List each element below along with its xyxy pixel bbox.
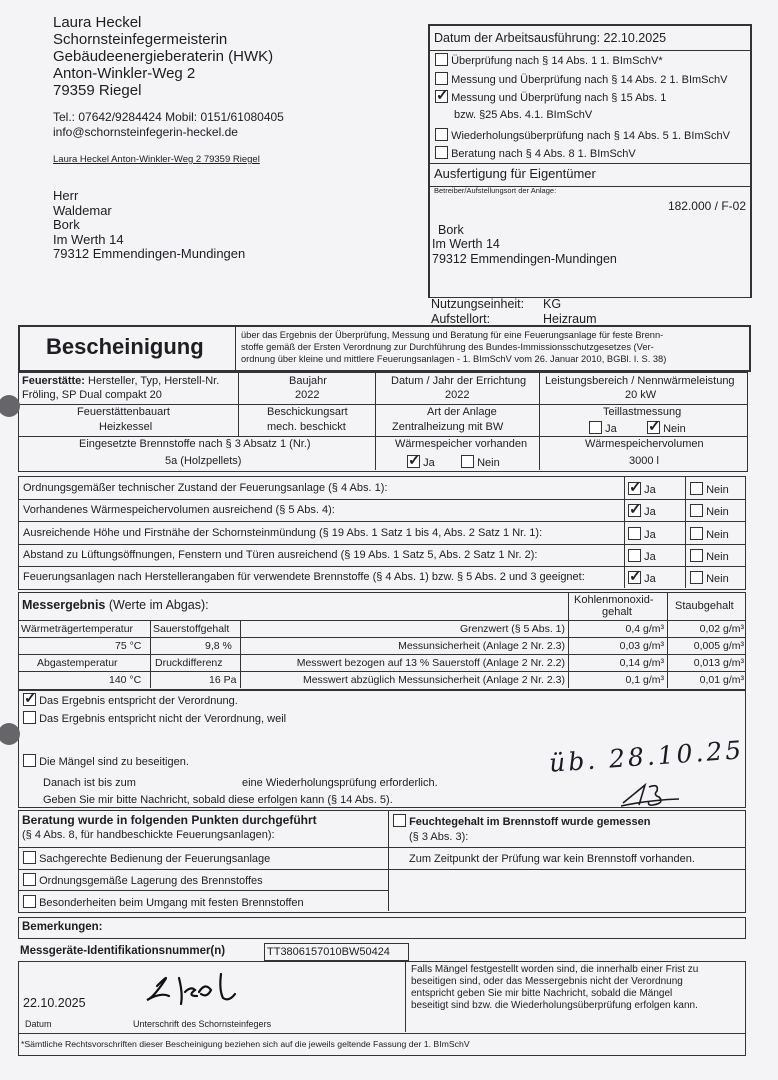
measure-row-co: 0,4 g/m³ xyxy=(625,623,664,635)
waermetraeger-label: Wärmeträgertemperatur xyxy=(21,623,134,635)
checkbox[interactable] xyxy=(435,72,448,85)
measure-row-co: 0,1 g/m³ xyxy=(625,674,664,686)
checkbox[interactable] xyxy=(23,851,36,864)
option-label: Beratung nach § 4 Abs. 8 1. BImSchV xyxy=(451,148,636,160)
moisture-note: Zum Zeitpunkt der Prüfung war kein Brennstoff vorhanden. xyxy=(409,853,695,865)
operator-id: 182.000 / F-02 xyxy=(667,199,746,213)
bauart-label: Feuerstättenbauart xyxy=(77,406,170,418)
operator-street: Im Werth 14 xyxy=(432,237,500,251)
measure-row-dust: 0,01 g/m³ xyxy=(699,674,744,686)
measure-row-co: 0,03 g/m³ xyxy=(619,640,664,652)
measurement-title: Messergebnis (Werte im Abgas): xyxy=(22,598,209,612)
measure-row-dust: 0,013 g/m³ xyxy=(693,657,744,669)
measure-row-co: 0,14 g/m³ xyxy=(619,657,664,669)
until-text-b: eine Wiederholungsprüfung erforderlich. xyxy=(242,777,438,789)
work-date-label: Datum der Arbeitsausführung: 22.10.2025 xyxy=(434,31,667,45)
option-row-4[interactable] xyxy=(435,128,730,143)
brennstoff-value: 5a (Holzpellets) xyxy=(165,455,242,467)
facility-label: Feuerstätte: Hersteller, Typ, Herstell-Nr. xyxy=(22,375,220,387)
check-ja[interactable]: ✓ Ja xyxy=(628,571,656,586)
footer-box xyxy=(18,961,746,1034)
checkbox[interactable] xyxy=(589,421,602,434)
check-nein[interactable]: Nein xyxy=(690,482,729,497)
defects-option[interactable]: Die Mängel sind zu beseitigen. xyxy=(23,754,189,769)
footnote: *Sämtliche Rechtsvorschriften dieser Bescheinigung beziehen sich auf die jeweils geltende Fassung der 1. BImSchV xyxy=(21,1039,470,1049)
baujahr-value: 2022 xyxy=(295,389,320,401)
sender-name: Laura Heckel xyxy=(53,14,142,31)
operator-city: 79312 Emmendingen-Mundingen xyxy=(432,252,617,266)
checkbox[interactable] xyxy=(690,571,703,584)
work-type-box xyxy=(428,50,752,164)
check-ja[interactable]: Ja xyxy=(628,527,656,542)
remarks-label: Bemerkungen: xyxy=(22,921,103,933)
check-label: Vorhandenes Wärmespeichervolumen ausreichend (§ 5 Abs. 4): xyxy=(23,504,335,516)
check-ja[interactable]: ✓ Ja xyxy=(628,482,656,497)
recipient-block xyxy=(53,189,245,262)
checkbox[interactable] xyxy=(461,455,474,468)
sauerstoff-label: Sauerstoffgehalt xyxy=(153,623,230,635)
checkbox-checked[interactable] xyxy=(23,693,36,706)
check-ja[interactable]: ✓ Ja xyxy=(628,504,656,519)
advice-subtitle: (§ 4 Abs. 8, für handbeschickte Feuerungsanlagen): xyxy=(22,829,275,841)
anlage-label: Art der Anlage xyxy=(427,406,497,418)
checkbox[interactable] xyxy=(435,146,448,159)
work-date-box xyxy=(428,24,752,51)
handwritten-note: üb. 28.10.25 xyxy=(548,735,746,778)
advice-title: Beratung wurde in folgenden Punkten durchgeführt xyxy=(22,813,317,827)
sender-qualification: Gebäudeenergieberaterin (HWK) xyxy=(53,48,274,65)
checkbox[interactable] xyxy=(23,895,36,908)
checkbox[interactable] xyxy=(23,873,36,886)
option-continuation: bzw. §25 Abs. 4.1. BImSchV xyxy=(454,109,593,121)
advice-item[interactable]: Sachgerechte Bedienung der Feuerungsanlage xyxy=(23,851,270,866)
operator-label: Betreiber/Aufstellungsort der Anlage: xyxy=(434,186,557,195)
device-label: Messgeräte-Identifikationsnummer(n) xyxy=(20,945,226,957)
abgas-label: Abgastemperatur xyxy=(37,657,118,669)
advice-item[interactable]: Besonderheiten beim Umgang mit festen Brennstoffen xyxy=(23,895,304,910)
moisture-ref: (§ 3 Abs. 3): xyxy=(409,831,469,843)
checkbox[interactable] xyxy=(23,711,36,724)
title-box xyxy=(18,325,751,372)
measurement-section xyxy=(18,592,746,690)
advice-item[interactable]: Ordnungsgemäße Lagerung des Brennstoffes xyxy=(23,873,263,888)
check-label: Ordnungsgemäßer technischer Zustand der Feuerungsanlage (§ 4 Abs. 1): xyxy=(23,482,388,494)
checkbox-checked[interactable] xyxy=(628,482,641,495)
checkbox[interactable] xyxy=(690,527,703,540)
option-row-1[interactable] xyxy=(435,53,663,68)
moisture-option[interactable]: Feuchtegehalt im Brennstoff wurde gemessen xyxy=(393,814,651,829)
checkbox[interactable] xyxy=(628,549,641,562)
footer-note-4: beseitigt sind bzw. die Wiederholungsüberprüfung erfolgen kann. xyxy=(411,1000,698,1011)
option-row-3[interactable] xyxy=(435,90,666,105)
option-label: Überprüfung nach § 14 Abs. 1 1. BImSchV* xyxy=(451,55,663,67)
sender-city: 79359 Riegel xyxy=(53,82,142,99)
sender-street: Anton-Winkler-Weg 2 xyxy=(53,65,196,82)
usage-unit-label: Nutzungseinheit: xyxy=(431,297,525,311)
teillast-ja[interactable]: Ja xyxy=(589,421,617,436)
copy-label-box xyxy=(428,163,752,187)
signature-icon xyxy=(139,968,249,1010)
checkbox-checked[interactable] xyxy=(407,455,420,468)
measure-row-label: Messunsicherheit (Anlage 2 Nr. 2.3) xyxy=(398,640,565,652)
checkbox-checked[interactable] xyxy=(647,421,660,434)
footer-date-value: 22.10.2025 xyxy=(23,996,86,1010)
option-row-2[interactable] xyxy=(435,72,727,87)
measure-row-label: Messwert abzüglich Messunsicherheit (Anlage 2 Nr. 2.3) xyxy=(302,674,565,686)
recipient-city: 79312 Emmendingen-Mundingen xyxy=(53,246,246,261)
brennstoff-label: Eingesetzte Brennstoffe nach § 3 Absatz 1 (Nr.) xyxy=(79,438,311,450)
sender-email: info@schornsteinfegerin-heckel.de xyxy=(53,125,238,139)
result-section xyxy=(18,690,746,808)
abgas-value: 140 °C xyxy=(109,674,142,686)
waermetraeger-value: 75 °C xyxy=(115,640,142,652)
location-label: Aufstellort: xyxy=(431,312,491,326)
checkbox[interactable] xyxy=(435,53,448,66)
recipient-firstname: Waldemar xyxy=(53,202,112,218)
handwritten-initials-icon xyxy=(619,779,689,809)
teillast-nein[interactable]: ✓ Nein xyxy=(647,421,686,436)
operator-box xyxy=(428,186,752,298)
checkbox-checked[interactable] xyxy=(628,504,641,517)
dust-header: Staubgehalt xyxy=(675,600,734,612)
druck-value: 16 Pa xyxy=(209,674,237,686)
title-description-1: über das Ergebnis der Überprüfung, Messung und Beratung für eine Feuerungsanlage für feste Brenn- xyxy=(241,330,664,340)
footer-note-2: beseitigen sind, oder das Messergebnis nicht der Verordnung xyxy=(411,976,683,987)
checkbox[interactable] xyxy=(23,754,36,767)
co-header-1: Kohlenmonoxid- xyxy=(574,594,654,606)
speicher-nein[interactable]: Nein xyxy=(461,455,500,470)
baujahr-label: Baujahr xyxy=(289,375,327,387)
option-label: Messung und Überprüfung nach § 15 Abs. 1 xyxy=(451,92,667,104)
facility-section xyxy=(18,372,748,472)
recipient-street: Im Werth 14 xyxy=(53,231,124,247)
operator-name: Bork xyxy=(438,223,464,237)
device-value: TT3806157010BW50424 xyxy=(267,946,390,958)
bauart-value: Heizkessel xyxy=(99,421,153,433)
page-title: Bescheinigung xyxy=(46,334,204,359)
checkbox[interactable] xyxy=(628,527,641,540)
footer-note-3: entspricht geben Sie mir bitte Nachricht, sobald die Mängel xyxy=(411,988,673,999)
checkbox[interactable] xyxy=(690,504,703,517)
copy-label: Ausfertigung für Eigentümer xyxy=(434,166,596,181)
remarks-box xyxy=(18,917,746,939)
measure-row-label: Grenzwert (§ 5 Abs. 1) xyxy=(459,623,565,635)
measure-row-dust: 0,02 g/m³ xyxy=(699,623,744,635)
notify-text: Geben Sie mir bitte Nachricht, sobald diese erfolgen kann (§ 14 Abs. 5). xyxy=(43,794,393,806)
volumen-label: Wärmespeichervolumen xyxy=(585,438,704,450)
anlage-value: Zentralheizung mit BW xyxy=(392,421,504,433)
errichtung-value: 2022 xyxy=(445,389,470,401)
measure-row-dust: 0,005 g/m³ xyxy=(693,640,744,652)
check-nein[interactable]: Nein xyxy=(690,504,729,519)
volumen-value: 3000 l xyxy=(629,455,659,467)
checks-section xyxy=(18,476,746,590)
option-row-5[interactable] xyxy=(435,146,636,161)
punch-hole xyxy=(0,395,20,417)
leistung-value: 20 kW xyxy=(625,389,657,401)
check-label: Feuerungsanlagen nach Herstellerangaben für verwendete Brennstoffe (§ 4 Abs. 1) bzw. § 5 Abs. 2 und 3 geeignet: xyxy=(23,571,585,583)
speicher-label: Wärmespeicher vorhanden xyxy=(395,438,528,450)
recipient-salutation: Herr xyxy=(53,188,79,203)
result-ok[interactable]: ✓ Das Ergebnis entspricht der Verordnung. xyxy=(23,693,238,708)
errichtung-label: Datum / Jahr der Errichtung xyxy=(391,375,527,387)
footnote-box xyxy=(18,1034,746,1056)
teillast-label: Teillastmessung xyxy=(603,406,682,418)
sauerstoff-value: 9,8 % xyxy=(205,640,232,652)
checkbox-checked[interactable] xyxy=(435,90,448,103)
option-label: Wiederholungsüberprüfung nach § 14 Abs. 5 1. BImSchV xyxy=(451,130,730,142)
until-text-a: Danach ist bis zum xyxy=(43,777,136,789)
checkbox[interactable] xyxy=(393,814,406,827)
usage-unit-value: KG xyxy=(543,297,562,311)
speicher-ja[interactable]: ✓ Ja xyxy=(407,455,435,470)
measure-row-label: Messwert bezogen auf 13 % Sauerstoff (Anlage 2 Nr. 2.2) xyxy=(296,657,565,669)
result-not-ok[interactable]: Das Ergebnis entspricht nicht der Verordnung, weil xyxy=(23,711,286,726)
footer-note-1: Falls Mängel festgestellt worden sind, die innerhalb einer Frist zu xyxy=(411,964,699,975)
recipient-lastname: Bork xyxy=(53,217,80,232)
sender-block xyxy=(53,14,273,99)
footer-signature-label: Unterschrift des Schornsteinfegers xyxy=(133,1019,272,1029)
sender-phone: Tel.: 07642/9284424 Mobil: 0151/61080405 xyxy=(53,110,284,124)
return-address-line: Laura Heckel Anton-Winkler-Weg 2 79359 Riegel xyxy=(53,154,260,165)
location-value: Heizraum xyxy=(543,312,597,326)
punch-hole xyxy=(0,723,20,745)
facility-value: Fröling, SP Dual compakt 20 xyxy=(22,389,162,401)
beschickung-value: mech. beschickt xyxy=(267,421,346,433)
check-label: Abstand zu Lüftungsöffnungen, Fenstern und Türen ausreichend (§ 19 Abs. 1 Satz 5, Abs. 2 Satz 1 Nr. 2): xyxy=(23,549,538,561)
title-description-3: ordnung über kleine und mittlere Feuerungsanlagen - 1. BImSchV vom 26. Januar 2010, BGBl. I. S. 38) xyxy=(241,354,667,364)
check-nein[interactable]: Nein xyxy=(690,549,729,564)
advice-section xyxy=(18,810,746,913)
device-value-box xyxy=(264,943,409,961)
title-description-2: stoffe gemäß der Ersten Verordnung zur Durchführung des Bundes-Immissionsschutzgesetzes (Ver- xyxy=(241,342,654,352)
sender-title: Schornsteinfegermeisterin xyxy=(53,31,228,48)
druck-label: Druckdifferenz xyxy=(155,657,223,669)
co-header-2: gehalt xyxy=(602,606,632,618)
checkbox[interactable] xyxy=(690,482,703,495)
beschickung-label: Beschickungsart xyxy=(267,406,348,418)
checkbox-checked[interactable] xyxy=(628,571,641,584)
option-label: Messung und Überprüfung nach § 14 Abs. 2 1. BImSchV xyxy=(451,74,728,86)
check-nein[interactable]: Nein xyxy=(690,571,729,586)
leistung-label: Leistungsbereich / Nennwärmeleistung xyxy=(545,375,735,387)
footer-date-label: Datum xyxy=(25,1019,52,1029)
check-label: Ausreichende Höhe und Firstnähe der Schornsteinmündung (§ 19 Abs. 1 Satz 1 bis 4, Abs. 2 Satz 1 Nr. 1): xyxy=(23,527,543,539)
checkbox[interactable] xyxy=(690,549,703,562)
checkbox[interactable] xyxy=(435,128,448,141)
check-ja[interactable]: Ja xyxy=(628,549,656,564)
check-nein[interactable]: Nein xyxy=(690,527,729,542)
